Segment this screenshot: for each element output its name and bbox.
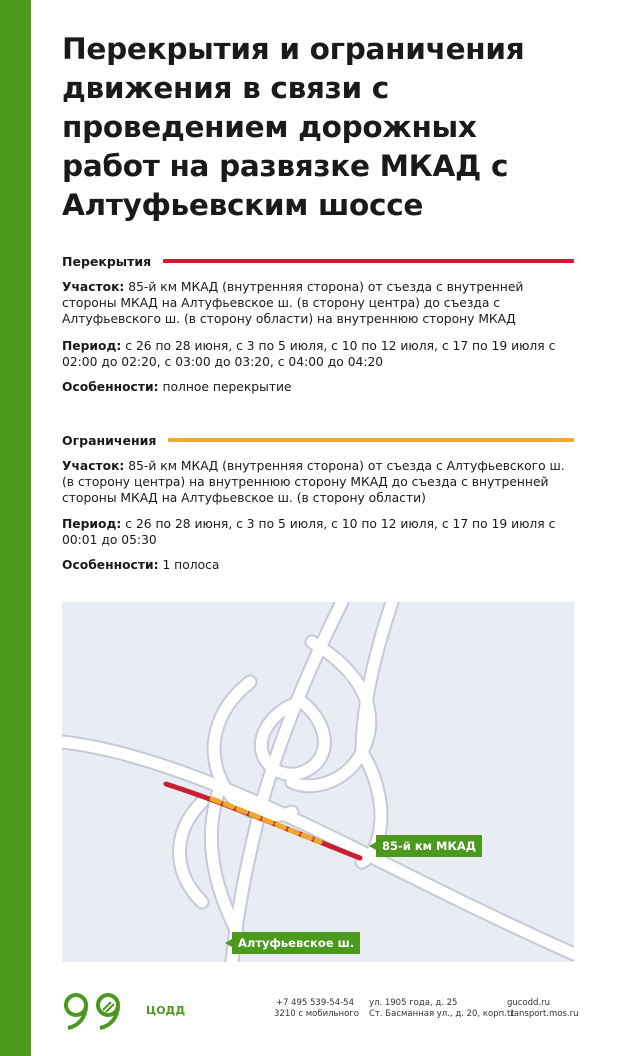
closures-segment-label: Участок:: [62, 280, 125, 294]
page-title: Перекрытия и ограничения движения в связи с проведением дорожных работ на развязке МКАД с Алтуфьевским шоссе: [62, 32, 525, 222]
restrictions-features: [62, 557, 574, 573]
road-surfaces: [62, 602, 574, 962]
restrictions-divider: [168, 438, 574, 442]
closures-header: [62, 252, 574, 270]
mkad-label: 85-й км МКАД: [376, 835, 482, 857]
interchange-map: [62, 602, 574, 962]
restrictions-segment-text: 85-й км МКАД (внутренняя сторона) от съезда с Алтуфьевского ш. (в сторону центра) на внутреннюю сторону МКАД до съезда с внутренней стороны МКАД на Алтуфьевское ш. (в сторону области): [62, 459, 565, 505]
closures-divider: [163, 259, 574, 263]
map-roads: [62, 602, 574, 962]
footer-mobile: 3210 с мобильного: [274, 1009, 359, 1019]
footer-site-1[interactable]: gucodd.ru: [507, 998, 551, 1008]
logo-text: ЦОДД: [146, 1004, 186, 1017]
closures-period-label: Период:: [62, 339, 122, 353]
restrictions-segment-label: Участок:: [62, 459, 125, 473]
closures-period-text: с 26 по 28 июня, с 3 по 5 июля, с 10 по 12 июля, с 17 по 19 июля с 02:00 до 02:20, с 03:00 до 03:20, с 04:00 до 04:20: [62, 339, 556, 369]
restrictions-segment: [62, 458, 574, 506]
footer-addresses: [369, 998, 515, 1020]
closures-label: Перекрытия: [62, 253, 152, 269]
closures-period: [62, 338, 574, 370]
footer-phones: [274, 998, 359, 1020]
footer-address-2: Ст. Басманная ул., д. 20, корп. 1: [369, 1009, 515, 1019]
restrictions-period-label: Период:: [62, 517, 122, 531]
restrictions-features-text: 1 полоса: [162, 558, 220, 572]
closures-segment: [62, 279, 574, 327]
left-accent-bar: [0, 0, 31, 1056]
footer-sites: [507, 998, 578, 1020]
footer-phone: +7 495 539-54-54: [275, 998, 354, 1008]
restrictions-label: Ограничения: [62, 432, 157, 448]
footer-site-2[interactable]: transport.mos.ru: [507, 1009, 579, 1019]
altufyevskoe-label: Алтуфьевское ш.: [232, 932, 360, 954]
restrictions-header: [62, 431, 574, 449]
closures-features: [62, 379, 574, 395]
closures-segment-text: 85-й км МКАД (внутренняя сторона) от съезда с внутренней стороны МКАД на Алтуфьевское ш. (в сторону центра) до съезда с Алтуфьевского ш. (в сторону области) на внутреннюю сторону МКАД: [62, 280, 524, 326]
footer: [62, 990, 579, 1030]
closures-features-text: полное перекрытие: [162, 380, 292, 394]
restrictions-features-label: Особенности:: [62, 558, 159, 572]
restrictions-period-text: с 26 по 28 июня, с 3 по 5 июля, с 10 по 12 июля, с 17 по 19 июля с 00:01 до 05:30: [62, 517, 556, 547]
restrictions-period: [62, 516, 574, 548]
closures-features-label: Особенности:: [62, 380, 159, 394]
footer-address-1: ул. 1905 года, д. 25: [369, 998, 458, 1008]
